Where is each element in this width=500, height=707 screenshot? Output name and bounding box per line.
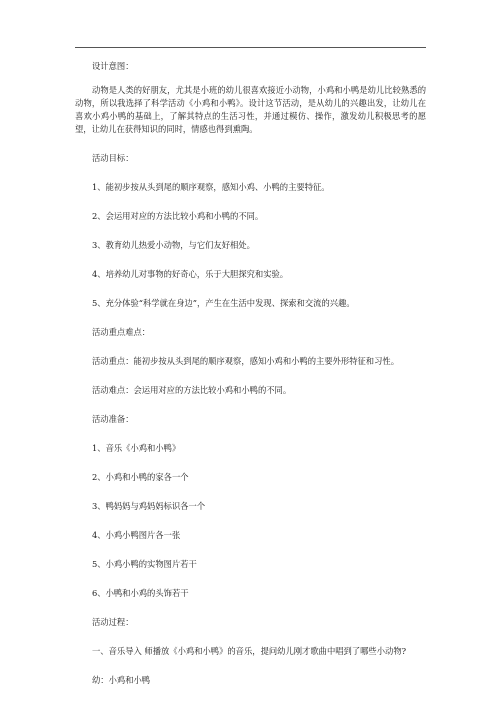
goal-item: 1、能初步按从头到尾的顺序观察，感知小鸡、小鸭的主要特征。 [92, 182, 330, 192]
key-focus: 活动重点：能初步按从头到尾的顺序观察，感知小鸡和小鸭的主要外形特征和习性。 [92, 356, 399, 366]
key-difficulty: 活动难点：会运用对应的方法比较小鸡和小鸭的不同。 [92, 385, 292, 395]
design-intent-paragraph: 动物是人类的好朋友，尤其是小班的幼儿很喜欢接近小动物，小鸡和小鸭是幼儿比较熟悉的动物，所以我选择了科学活动《小鸡和小鸭》。设计这节活动，是从幼儿的兴趣出发，让幼儿在喜欢小鸡小鸭的基础上，了解其特点的生活习性，并通过模仿、操作，激发幼儿积极思考的愿望，让幼儿在获得知识的同时，情感也得到熏陶。 [75, 85, 426, 134]
process-step: 一、音乐导入 师播放《小鸡和小鸭》的音乐，提问幼儿刚才歌曲中唱到了哪些小动物? [92, 646, 407, 656]
design-intent-heading: 设计意图： [92, 61, 134, 71]
preparation-item: 3、鸭妈妈与鸡妈妈标识各一个 [92, 501, 206, 511]
goals-heading: 活动目标： [92, 153, 134, 163]
preparation-item: 1、音乐《小鸡和小鸭》 [92, 443, 181, 453]
document-body [75, 60, 426, 687]
key-points-heading: 活动重点难点： [92, 327, 151, 337]
preparation-item: 4、小鸡小鸭图片各一张 [92, 530, 181, 540]
process-heading: 活动过程： [92, 617, 134, 627]
goal-item: 5、充分体验“科学就在身边”，产生在生活中发现、探索和交流的兴趣。 [92, 298, 355, 308]
preparation-item: 2、小鸡和小鸭的家各一个 [92, 472, 189, 482]
preparation-item: 6、小鸭和小鸡的头饰若干 [92, 588, 189, 598]
preparation-heading: 活动准备： [92, 414, 134, 424]
process-answer: 幼：小鸡和小鸭 [92, 675, 151, 685]
header-rule [75, 47, 426, 48]
preparation-item: 5、小鸡小鸭的实物图片若干 [92, 559, 197, 569]
goal-item: 3、教育幼儿热爱小动物，与它们友好相处。 [92, 240, 255, 250]
goal-item: 2、会运用对应的方法比较小鸡和小鸭的不同。 [92, 211, 264, 221]
goal-item: 4、培养幼儿对事物的好奇心，乐于大胆探究和实验。 [92, 269, 289, 279]
